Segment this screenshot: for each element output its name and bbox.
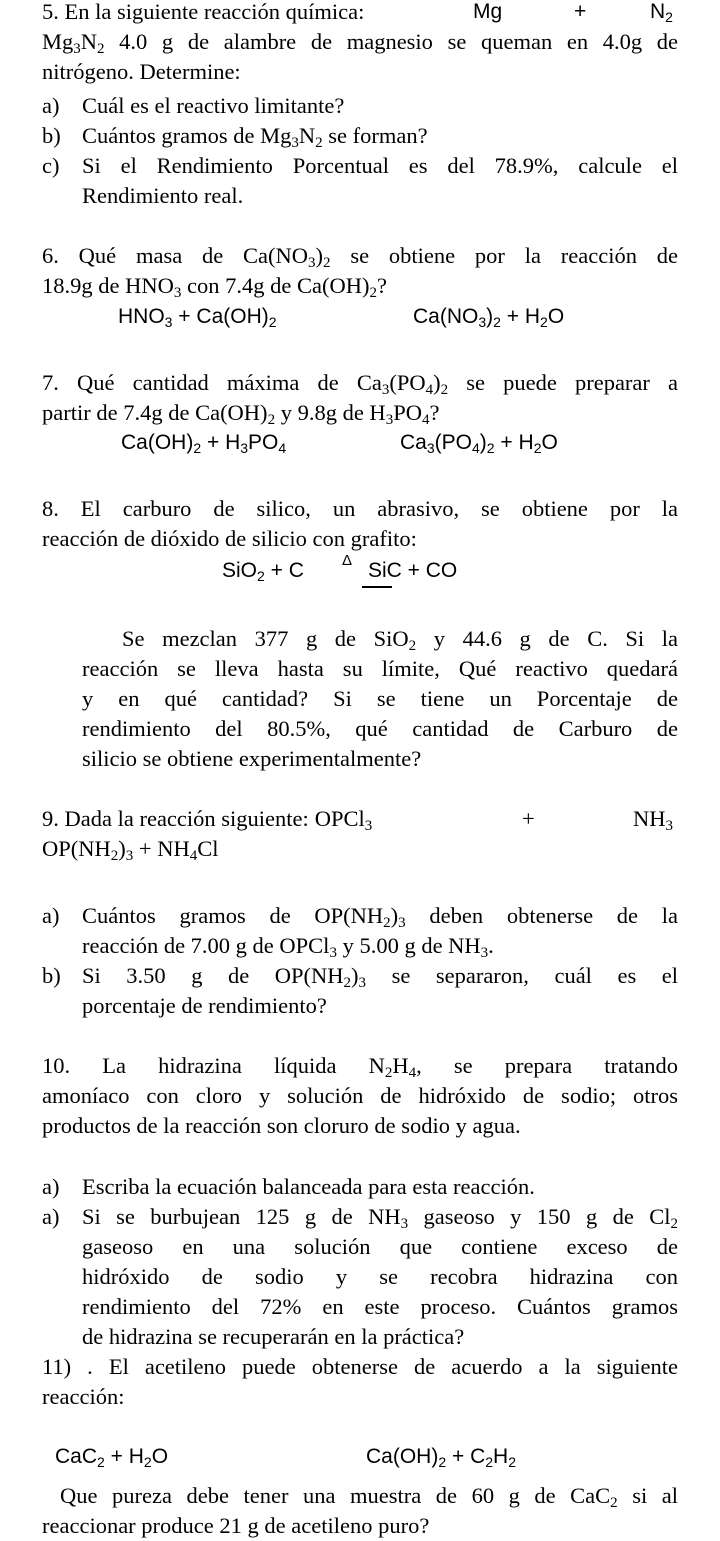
q8-line2: reacción de dióxido de silicio con grafito: xyxy=(42,526,417,551)
q10-a-label: a) xyxy=(42,1174,60,1199)
q7-line2: partir de 7.4g de $Ca(OH)_2$ y 9.8g de $H_3PO_4$? xyxy=(42,400,440,428)
q11-para-line1: Que pureza debe tener una muestra de 60 g de CaC$_2$ si al xyxy=(60,1483,678,1511)
q5-b-text: Cuántos gramos de $Mg_3N_2$ se forman? xyxy=(82,123,428,151)
q5-a-label: a) xyxy=(42,93,60,118)
q8-para-line1: Se mezclan 377 g de SiO$_2$ y 44.6 g de C. Si la xyxy=(122,626,678,654)
q8-para-line2: reacción se lleva hasta su límite, Qué reactivo quedará xyxy=(82,656,678,681)
q7-line1: 7. Qué cantidad máxima de $Ca_3(PO_4)_2$ se puede preparar a xyxy=(42,370,679,398)
q10-line2: amoníaco con cloro y solución de hidróxido de sodio; otros xyxy=(42,1083,678,1108)
q10-b-line4: rendimiento del 72% en este proceso. Cuántos gramos xyxy=(82,1294,678,1319)
q8-line1: 8. El carburo de silico, un abrasivo, se obtiene por la xyxy=(42,496,678,521)
q10-line3: productos de la reacción son cloruro de sodio y agua. xyxy=(42,1113,521,1138)
heat-delta-symbol: Δ xyxy=(342,552,353,569)
q9-b-line1: Si 3.50 g de $OP(NH_2)_3$ se separaron, cuál es el xyxy=(82,963,678,991)
q9-intro: 9. Dada la reacción siguiente: OPCl$_3$ xyxy=(42,806,373,834)
q10-b-line5: de hidrazina se recuperarán en la práctica? xyxy=(82,1324,465,1349)
q5-a-text: Cuál es el reactivo limitante? xyxy=(82,93,345,118)
q8-para-line4: rendimiento del 80.5%, qué cantidad de Carburo de xyxy=(82,716,678,741)
q10-b-line1: Si se burbujean 125 g de $NH_3$ gaseoso y 150 g de $Cl_2$ xyxy=(82,1204,678,1232)
q7-equation-products: $Ca_3(PO_4)_2 + H_2O$ xyxy=(400,431,558,456)
q9-line2: $OP(NH_2)_3 + NH_4Cl$ xyxy=(42,836,219,864)
q5-intro: 5. En la siguiente reacción química: xyxy=(42,0,365,24)
q11-equation-products: $Ca(OH)_2 + C_2H_2$ xyxy=(366,1445,517,1470)
q6-equation-reactants: $HNO_3 + Ca(OH)_2$ xyxy=(118,305,277,330)
q9-a-line1: Cuántos gramos de $OP(NH_2)_3$ deben obtenerse de la xyxy=(82,903,678,931)
q11-equation-reactants: $CaC_2 + H_2O$ xyxy=(55,1445,169,1470)
q11-line1: 11) . El acetileno puede obtenerse de acuerdo a la siguiente xyxy=(42,1354,678,1379)
q11-line2: reacción: xyxy=(42,1384,125,1409)
q8-para-line5: silicio se obtiene experimentalmente? xyxy=(82,746,422,771)
q5-c-label: c) xyxy=(42,153,60,178)
q6-line2: 18.9g de $HNO_3$ con 7.4g de $Ca(OH)_2$? xyxy=(42,273,387,301)
q7-equation-reactants: $Ca(OH)_2 + H_3PO_4$ xyxy=(121,431,287,456)
q6-line1: 6. Qué masa de $Ca(NO_3)_2$ se obtiene por la reacción de xyxy=(42,243,678,271)
q5-eq-n2: $N_2$ xyxy=(650,0,673,25)
q5-b-label: b) xyxy=(42,123,61,148)
q9-eq-plus: + xyxy=(522,806,535,831)
q10-a2-label: a) xyxy=(42,1204,60,1229)
q11-para-line2: reaccionar produce 21 g de acetileno puro? xyxy=(42,1513,430,1538)
reaction-arrow-line xyxy=(362,586,392,588)
q5-eq-plus: + xyxy=(574,0,587,23)
q8-para-line3: y en qué cantidad? Si se tiene un Porcentaje de xyxy=(82,686,678,711)
q9-a-label: a) xyxy=(42,903,60,928)
q9-eq-nh3: $NH_3$ xyxy=(633,806,673,834)
q10-line1: 10. La hidrazina líquida $N_2H_4$, se prepara tratando xyxy=(42,1053,678,1081)
q6-equation-products: $Ca(NO_3)_2 + H_2O$ xyxy=(413,305,565,330)
q5-line3: nitrógeno. Determine: xyxy=(42,59,241,84)
q10-a-text: Escriba la ecuación balanceada para esta reacción. xyxy=(82,1174,535,1199)
q5-eq-mg: Mg xyxy=(473,0,503,23)
q10-b-line2: gaseoso en una solución que contiene exceso de xyxy=(82,1234,678,1259)
q5-line2: $Mg_3N_2$ 4.0 g de alambre de magnesio se queman en 4.0g de xyxy=(42,29,678,57)
q9-b-line2: porcentaje de rendimiento? xyxy=(82,993,327,1018)
q5-c-text1: Si el Rendimiento Porcentual es del 78.9%, calcule el xyxy=(82,153,678,178)
q10-b-line3: hidróxido de sodio y se recobra hidrazina con xyxy=(82,1264,678,1289)
q8-equation-products: SiC + CO xyxy=(368,559,458,582)
q5-c-text2: Rendimiento real. xyxy=(82,183,244,208)
q9-a-line2: reacción de 7.00 g de OPCl$_3$ y 5.00 g de $NH_3$. xyxy=(82,933,494,961)
q8-equation-reactants: SiO$_2$ + C xyxy=(222,559,304,584)
q9-b-label: b) xyxy=(42,963,61,988)
